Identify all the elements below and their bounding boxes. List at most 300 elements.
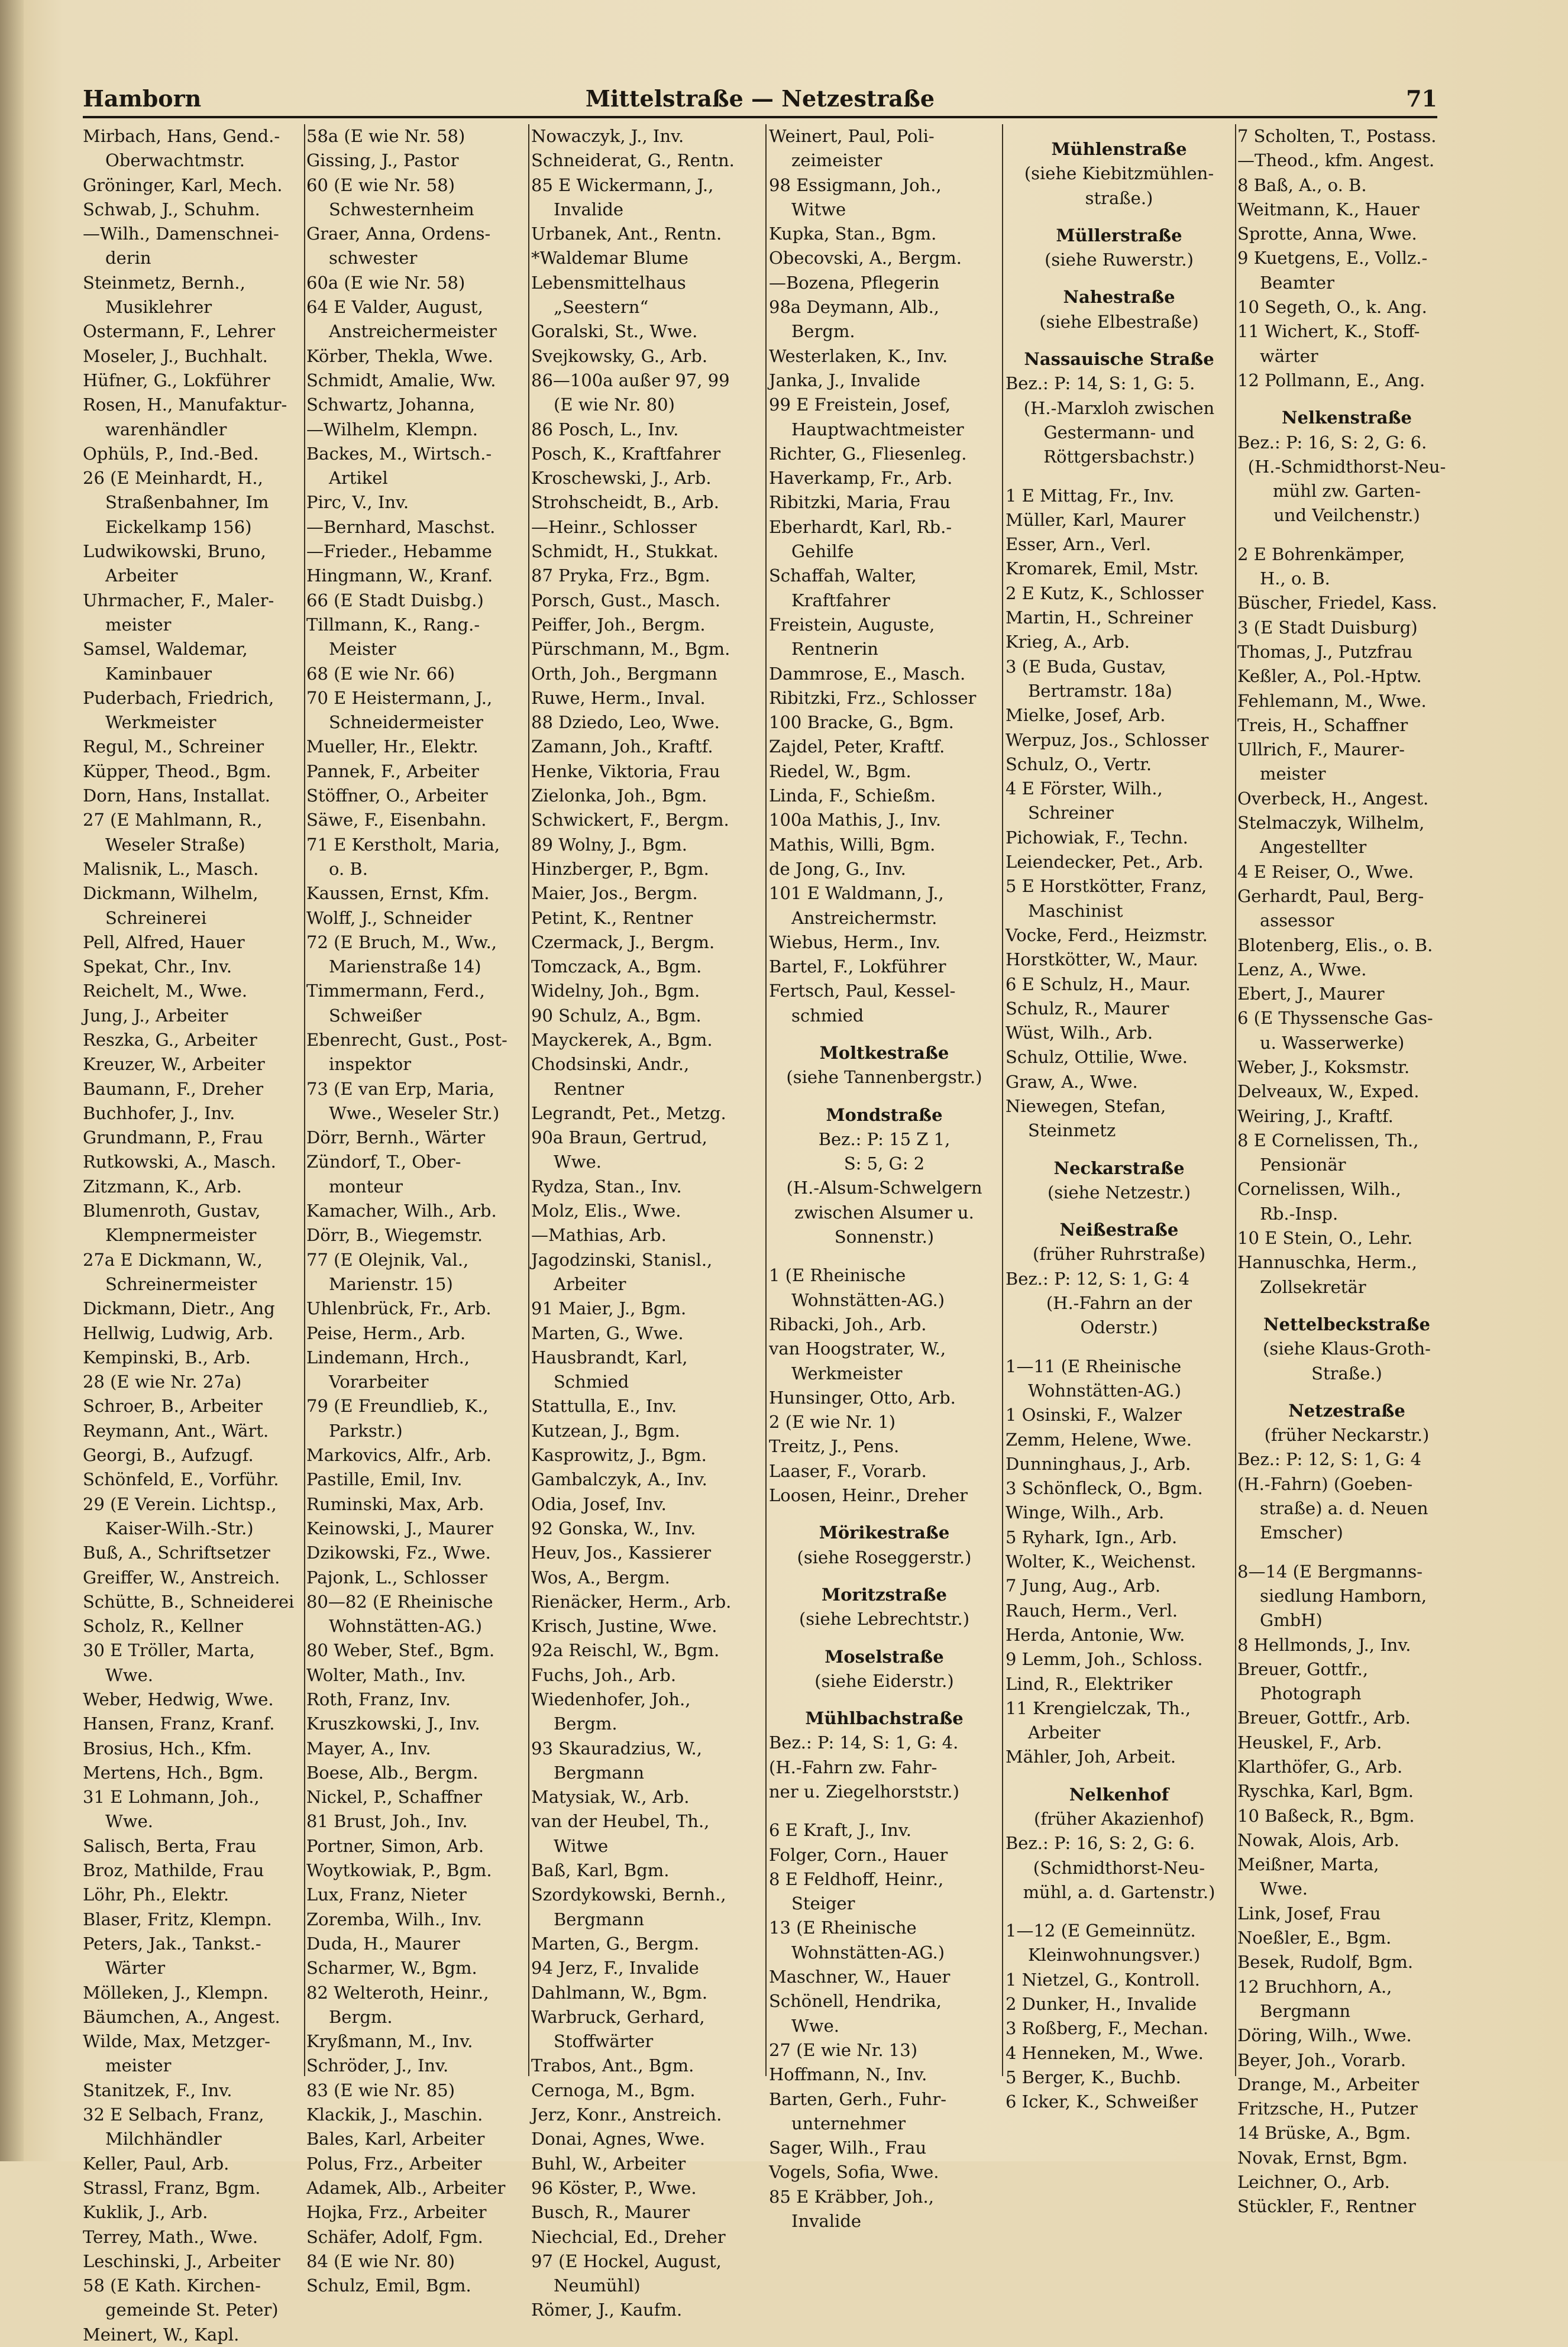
header-street-range: Mittelstraße — Netzestraße: [585, 85, 935, 112]
resident-entry: 32 E Selbach, Franz,: [83, 2104, 264, 2125]
resident-entry: Tillmann, K., Rang.-: [306, 614, 480, 635]
resident-entry: Witwe: [791, 199, 846, 219]
street-note: (H.-Schmidthorst-Neu-: [1247, 456, 1446, 477]
street-note: (früher Akazienhof): [1034, 1809, 1204, 1829]
resident-entry: Steinmetz: [1028, 1120, 1116, 1141]
street-heading: Nassauische Straße: [1024, 349, 1214, 370]
resident-entry: Graer, Anna, Ordens-: [306, 224, 491, 244]
resident-entry: Bergmann: [554, 1762, 645, 1783]
street-heading: Nettelbeckstraße: [1263, 1314, 1430, 1334]
page-number: 71: [1406, 85, 1437, 112]
resident-entry: Vocke, Ferd., Heizmstr.: [1006, 924, 1208, 945]
resident-entry: monteur: [329, 1176, 403, 1197]
resident-entry: Haverkamp, Fr., Arb.: [769, 468, 953, 489]
column-divider: [1002, 124, 1003, 2076]
resident-entry: Zamann, Joh., Kraftf.: [531, 736, 713, 757]
resident-entry: assessor: [1260, 910, 1334, 931]
resident-entry: Maschner, W., Hauer: [769, 1967, 951, 1987]
resident-entry: Kasprowitz, J., Bgm.: [531, 1445, 707, 1466]
resident-entry: inspektor: [329, 1054, 412, 1075]
resident-entry: Nowak, Alois, Arb.: [1237, 1829, 1399, 1850]
resident-entry: Pirc, V., Inv.: [306, 492, 409, 513]
resident-entry: Wwe., Weseler Str.): [329, 1103, 500, 1123]
resident-entry: Boese, Alb., Bergm.: [306, 1762, 479, 1783]
resident-entry: 10 E Stein, O., Lehr.: [1237, 1228, 1413, 1249]
resident-entry: Stöffner, O., Arbeiter: [306, 785, 488, 806]
resident-entry: Hansen, Franz, Kranf.: [83, 1714, 275, 1734]
resident-entry: Zielonka, Joh., Bgm.: [531, 785, 707, 806]
resident-entry: 4 Henneken, M., Wwe.: [1006, 2042, 1204, 2063]
resident-entry: Niechcial, Ed., Dreher: [531, 2226, 726, 2247]
resident-entry: Jerz, Konr., Anstreich.: [531, 2104, 722, 2125]
resident-entry: 8 E Feldhoff, Heinr.,: [769, 1868, 944, 1889]
resident-entry: 2 E Kutz, K., Schlosser: [1006, 583, 1204, 603]
resident-entry: Schneidermeister: [329, 712, 483, 733]
resident-entry: Buhl, W., Arbeiter: [531, 2153, 686, 2174]
resident-entry: Hausbrandt, Karl,: [531, 1347, 688, 1368]
resident-entry: Linda, F., Schießm.: [769, 785, 936, 806]
resident-entry: Marienstr. 15): [329, 1273, 453, 1294]
resident-entry: Polus, Frz., Arbeiter: [306, 2153, 482, 2174]
street-heading: Mondstraße: [826, 1104, 943, 1125]
resident-entry: Marienstraße 14): [329, 956, 481, 977]
resident-entry: Rosen, H., Manufaktur-: [83, 395, 287, 415]
resident-entry: Henke, Viktoria, Frau: [531, 761, 720, 781]
resident-entry: Dunninghaus, J., Arb.: [1006, 1453, 1191, 1474]
resident-entry: Jagodzinski, Stanisl.,: [531, 1249, 713, 1270]
resident-entry: Kryßmann, M., Inv.: [306, 2031, 473, 2052]
column-5: [1006, 124, 1233, 2112]
resident-entry: Salisch, Berta, Frau: [83, 1835, 257, 1856]
resident-entry: Rb.-Insp.: [1260, 1203, 1339, 1224]
resident-entry: Hingmann, W., Kranf.: [306, 565, 493, 586]
resident-entry: 94 Jerz, F., Invalide: [531, 1958, 699, 1979]
resident-entry: Riedel, W., Bgm.: [769, 761, 911, 781]
resident-entry: Weseler Straße): [105, 834, 245, 855]
street-note: mühl zw. Garten-: [1272, 481, 1421, 502]
resident-entry: Wohnstätten-AG.): [329, 1616, 483, 1637]
resident-entry: Eberhardt, Karl, Rb.-: [769, 516, 952, 537]
resident-entry: Beamter: [1260, 272, 1334, 293]
resident-entry: van der Heubel, Th.,: [531, 1811, 710, 1832]
resident-entry: Gissing, J., Pastor: [306, 150, 459, 171]
resident-entry: Neumühl): [554, 2275, 641, 2296]
resident-entry: 100a Mathis, J., Inv.: [769, 810, 942, 830]
resident-entry: Cernoga, M., Bgm.: [531, 2080, 696, 2100]
resident-entry: Uhrmacher, F., Maler-: [83, 590, 274, 610]
resident-entry: Wolff, J., Schneider: [306, 907, 472, 928]
resident-entry: Rentner: [554, 1078, 625, 1099]
resident-entry: Artikel: [329, 468, 388, 489]
resident-entry: Hauptwachtmeister: [791, 419, 964, 439]
resident-entry: Körber, Thekla, Wwe.: [306, 345, 493, 366]
resident-entry: Marten, G., Bergm.: [531, 1933, 700, 1954]
resident-entry: Kaiser-Wilh.-Str.): [105, 1518, 254, 1538]
resident-entry: Urbanek, Ant., Rentn.: [531, 224, 722, 244]
resident-entry: Gambalczyk, A., Inv.: [531, 1469, 707, 1490]
resident-entry: 3 Schönfleck, O., Bgm.: [1006, 1478, 1203, 1499]
resident-entry: Spekat, Chr., Inv.: [83, 956, 232, 977]
resident-entry: Widelny, Joh., Bgm.: [531, 981, 700, 1001]
resident-entry: Schwickert, F., Bergm.: [531, 810, 729, 830]
resident-entry: Szordykowski, Bernh.,: [531, 1884, 726, 1905]
column-2: [306, 124, 530, 2296]
resident-entry: 77 (E Olejnik, Val.,: [306, 1249, 469, 1270]
resident-entry: Roth, Franz, Inv.: [306, 1689, 451, 1709]
resident-entry: Blotenberg, Elis., o. B.: [1237, 935, 1433, 955]
resident-entry: Meister: [329, 639, 396, 660]
resident-entry: Ullrich, F., Maurer-: [1237, 739, 1405, 760]
resident-entry: Portner, Simon, Arb.: [306, 1835, 484, 1856]
resident-entry: 98a Deymann, Alb.,: [769, 297, 940, 318]
resident-entry: Duda, H., Maurer: [306, 1933, 460, 1954]
column-divider: [1235, 124, 1236, 2076]
street-heading: Netzestraße: [1288, 1400, 1405, 1421]
resident-entry: Brosius, Hch., Kfm.: [83, 1738, 252, 1758]
resident-entry: 29 (E Verein. Lichtsp.,: [83, 1493, 277, 1514]
resident-entry: Schwab, J., Schuhm.: [83, 199, 260, 219]
resident-entry: Schulz, Emil, Bgm.: [306, 2275, 471, 2296]
resident-entry: 6 (E Thyssensche Gas-: [1237, 1008, 1433, 1029]
resident-entry: Tomczack, A., Bgm.: [531, 956, 702, 977]
resident-entry: Georgi, B., Aufzugf.: [83, 1445, 254, 1466]
resident-entry: Heuv, Jos., Kassierer: [531, 1543, 712, 1563]
resident-entry: meister: [105, 2055, 172, 2076]
resident-entry: Weitmann, K., Hauer: [1237, 199, 1420, 219]
resident-entry: Kupka, Stan., Bgm.: [769, 224, 937, 244]
resident-entry: 1 Osinski, F., Walzer: [1006, 1405, 1182, 1425]
resident-entry: Pannek, F., Arbeiter: [306, 761, 479, 781]
resident-entry: 66 (E Stadt Duisbg.): [306, 590, 484, 610]
spacer: [1237, 528, 1456, 542]
resident-entry: Säwe, F., Eisenbahn.: [306, 810, 487, 830]
resident-entry: Kuklik, J., Arb.: [83, 2202, 208, 2223]
column-divider: [304, 124, 305, 2076]
resident-entry: Bergm.: [329, 2006, 393, 2027]
street-note: (siehe Elbestraße): [1039, 311, 1199, 332]
resident-entry: Kamacher, Wilh., Arb.: [306, 1201, 497, 1221]
resident-entry: Schulz, Ottilie, Wwe.: [1006, 1047, 1188, 1068]
street-note: (siehe Eiderstr.): [814, 1670, 954, 1691]
resident-entry: Wwe.: [105, 1811, 154, 1832]
resident-entry: Wwe.: [1260, 1879, 1308, 1899]
resident-entry: Wwe.: [105, 1664, 154, 1685]
resident-entry: Drange, M., Arbeiter: [1237, 2074, 1420, 2094]
resident-entry: Janka, J., Invalide: [769, 370, 921, 390]
resident-entry: Angestellter: [1260, 837, 1367, 858]
street-note: (Schmidthorst-Neu-: [1033, 1857, 1205, 1878]
resident-entry: Bergm.: [554, 1714, 617, 1734]
resident-entry: Dickmann, Wilhelm,: [83, 883, 258, 904]
resident-entry: Greiffer, W., Anstreich.: [83, 1567, 280, 1588]
resident-entry: Chodsinski, Andr.,: [531, 1054, 690, 1075]
resident-entry: Reichelt, M., Wwe.: [83, 981, 248, 1001]
resident-entry: Bergmann: [1260, 2000, 1351, 2021]
resident-entry: Klackik, J., Maschin.: [306, 2104, 483, 2125]
resident-entry: 3 Roßberg, F., Mechan.: [1006, 2018, 1209, 2039]
resident-entry: Goralski, St., Wwe.: [531, 321, 698, 342]
resident-entry: Bertramstr. 18a): [1028, 680, 1172, 701]
resident-entry: Terrey, Math., Wwe.: [83, 2226, 258, 2247]
resident-entry: 58 (E Kath. Kirchen-: [83, 2275, 261, 2296]
resident-entry: unternehmer: [791, 2113, 906, 2133]
resident-entry: Invalide: [791, 2211, 862, 2232]
resident-entry: Dorn, Hans, Installat.: [83, 785, 270, 806]
resident-entry: 81 Brust, Joh., Inv.: [306, 1811, 468, 1832]
resident-entry: Cornelissen, Wilh.,: [1237, 1179, 1401, 1200]
resident-entry: Invalide: [554, 199, 624, 219]
resident-entry: Nowaczyk, J., Inv.: [531, 126, 684, 146]
column-3: [531, 124, 762, 2320]
resident-entry: Schönell, Hendrika,: [769, 1991, 942, 2012]
district-code: Bez.: P: 15 Z 1,: [818, 1129, 951, 1149]
resident-entry: Vogels, Sofia, Wwe.: [769, 2162, 939, 2183]
resident-entry: Sager, Wilh., Frau: [769, 2138, 927, 2158]
resident-entry: de Jong, G., Inv.: [769, 858, 906, 879]
resident-entry: Matysiak, W., Arb.: [531, 1787, 690, 1808]
resident-entry: 8 Baß, A., o. B.: [1237, 174, 1367, 195]
resident-entry: Hunsinger, Otto, Arb.: [769, 1387, 956, 1408]
resident-entry: 2 Dunker, H., Invalide: [1006, 1994, 1197, 2015]
street-heading: Neckarstraße: [1053, 1158, 1185, 1178]
street-note: (siehe Klaus-Groth-: [1263, 1339, 1431, 1359]
resident-entry: Schreiner: [1028, 803, 1114, 823]
resident-entry: Römer, J., Kaufm.: [531, 2300, 683, 2320]
resident-entry: Mayckerek, A., Bgm.: [531, 1029, 713, 1050]
resident-entry: meister: [105, 614, 172, 635]
resident-entry: 10 Baßeck, R., Bgm.: [1237, 1805, 1415, 1826]
resident-entry: Noeßler, E., Bgm.: [1237, 1928, 1392, 1948]
resident-entry: Straßenbahner, Im: [105, 492, 269, 513]
resident-entry: 70 E Heistermann, J.,: [306, 687, 493, 708]
resident-entry: Steiger: [791, 1893, 855, 1914]
resident-entry: Anstreichermstr.: [791, 907, 937, 928]
resident-entry: Ribacki, Joh., Arb.: [769, 1314, 927, 1334]
resident-entry: 1 E Mittag, Fr., Inv.: [1006, 485, 1175, 506]
resident-entry: Ruwe, Herm., Inval.: [531, 687, 706, 708]
resident-entry: Löhr, Ph., Elektr.: [83, 1884, 229, 1905]
street-heading: Mörikestraße: [819, 1522, 950, 1543]
spacer: [1006, 1340, 1233, 1354]
resident-entry: Maier, Jos., Bergm.: [531, 883, 698, 904]
resident-entry: 72 (E Bruch, M., Ww.,: [306, 932, 497, 952]
resident-entry: Mirbach, Hans, Gend.-: [83, 126, 280, 146]
resident-entry: 8 E Cornelissen, Th.,: [1237, 1130, 1419, 1150]
resident-entry: meister: [1260, 764, 1326, 784]
resident-entry: Horstkötter, W., Maur.: [1006, 949, 1198, 970]
resident-entry: Wiebus, Herm., Inv.: [769, 932, 941, 952]
resident-entry: Fritzsche, H., Putzer: [1237, 2099, 1418, 2119]
resident-entry: Graw, A., Wwe.: [1006, 1071, 1138, 1092]
resident-entry: H., o. B.: [1260, 568, 1330, 589]
street-heading: Mühlenstraße: [1051, 139, 1187, 159]
resident-entry: 12 Pollmann, E., Ang.: [1237, 370, 1425, 390]
resident-entry: —Heinr., Schlosser: [531, 516, 697, 537]
resident-entry: 96 Köster, P., Wwe.: [531, 2177, 697, 2198]
resident-entry: Treis, H., Schaffner: [1237, 715, 1408, 735]
resident-entry: 73 (E van Erp, Maria,: [306, 1078, 495, 1099]
resident-entry: Bales, Karl, Arbeiter: [306, 2129, 485, 2149]
resident-entry: —Bozena, Pflegerin: [769, 272, 940, 293]
resident-entry: Scharmer, W., Bgm.: [306, 1958, 477, 1979]
resident-entry: Gerhardt, Paul, Berg-: [1237, 885, 1424, 906]
resident-entry: Pensionär: [1260, 1155, 1346, 1175]
resident-entry: 92a Reischl, W., Bgm.: [531, 1640, 720, 1661]
spacer: [1006, 1905, 1233, 1919]
resident-entry: Timmermann, Ferd.,: [306, 981, 485, 1001]
resident-entry: 89 Wolny, J., Bgm.: [531, 834, 687, 855]
resident-entry: Samsel, Waldemar,: [83, 639, 248, 660]
street-note: straße.): [1085, 187, 1153, 208]
street-note: (siehe Lebrechtstr.): [798, 1609, 970, 1630]
street-note: Röttgersbachstr.): [1043, 447, 1195, 467]
resident-entry: Schönfeld, E., Vorführ.: [83, 1469, 279, 1490]
resident-entry: Keinowski, J., Maurer: [306, 1518, 494, 1538]
resident-entry: Ruminski, Max, Arb.: [306, 1493, 484, 1514]
street-heading: Moselstraße: [825, 1646, 944, 1667]
resident-entry: Delveaux, W., Exped.: [1237, 1081, 1420, 1102]
resident-entry: Milchhändler: [105, 2129, 222, 2149]
resident-entry: Schreinermeister: [105, 1273, 257, 1294]
resident-entry: Lindemann, Hrch.,: [306, 1347, 470, 1368]
resident-entry: Klarthöfer, G., Arb.: [1237, 1757, 1403, 1777]
resident-entry: Warbruck, Gerhard,: [531, 2006, 705, 2027]
resident-entry: Mueller, Hr., Elektr.: [306, 736, 479, 757]
street-note: (siehe Kiebitzmühlen-: [1024, 163, 1214, 184]
resident-entry: 100 Bracke, G., Bgm.: [769, 712, 954, 733]
resident-entry: Kruszkowski, J., Inv.: [306, 1714, 480, 1734]
resident-entry: 80 Weber, Stef., Bgm.: [306, 1640, 495, 1661]
resident-entry: Kutzean, J., Bgm.: [531, 1420, 680, 1441]
resident-entry: Kleinwohnungsver.): [1028, 1945, 1201, 1965]
resident-entry: Uhlenbrück, Fr., Arb.: [306, 1298, 492, 1319]
resident-entry: Werkmeister: [105, 712, 216, 733]
resident-entry: Woytkowiak, P., Bgm.: [306, 1860, 492, 1881]
street-note: Gestermann- und: [1043, 422, 1195, 442]
resident-entry: Hinzberger, P., Bgm.: [531, 858, 709, 879]
resident-entry: 60 (E wie Nr. 58): [306, 174, 455, 195]
resident-entry: Adamek, Alb., Arbeiter: [306, 2177, 506, 2198]
resident-entry: Scholz, R., Kellner: [83, 1616, 244, 1637]
resident-entry: Link, Josef, Frau: [1237, 1903, 1381, 1923]
resident-entry: 6 E Schulz, H., Maur.: [1006, 974, 1191, 994]
resident-entry: 8 Hellmonds, J., Inv.: [1237, 1634, 1411, 1655]
resident-entry: Niewegen, Stefan,: [1006, 1095, 1166, 1116]
resident-entry: Ludwikowski, Bruno,: [83, 541, 266, 562]
street-heading: Nahestraße: [1063, 287, 1175, 308]
resident-entry: (H.-Fahrn) (Goeben-: [1237, 1473, 1413, 1494]
resident-entry: Kraftfahrer: [791, 590, 890, 610]
district-code: S: 5, G: 2: [843, 1153, 925, 1174]
column-divider: [528, 124, 529, 2076]
resident-entry: Mayer, A., Inv.: [306, 1738, 431, 1758]
resident-entry: Reymann, Ant., Wärt.: [83, 1420, 269, 1441]
resident-entry: Treitz, J., Pens.: [769, 1436, 900, 1457]
resident-entry: Laaser, F., Vorarb.: [769, 1460, 927, 1481]
resident-entry: 5 Berger, K., Buchb.: [1006, 2067, 1181, 2087]
resident-entry: 64 E Valder, August,: [306, 297, 483, 318]
resident-entry: 27a E Dickmann, W.,: [83, 1249, 263, 1270]
resident-entry: Schäfer, Adolf, Fgm.: [306, 2226, 483, 2247]
resident-entry: Gehilfe: [791, 541, 854, 562]
resident-entry: 26 (E Meinhardt, H.,: [83, 468, 263, 489]
resident-entry: Werkmeister: [791, 1363, 903, 1383]
resident-entry: wärter: [1260, 345, 1318, 366]
resident-entry: 92 Gonska, W., Inv.: [531, 1518, 696, 1538]
resident-entry: 58a (E wie Nr. 58): [306, 126, 465, 146]
resident-entry: Westerlaken, K., Inv.: [769, 345, 948, 366]
street-note: mühl, a. d. Gartenstr.): [1023, 1882, 1215, 1902]
resident-entry: Winge, Wilh., Arb.: [1006, 1502, 1165, 1523]
resident-entry: Musiklehrer: [105, 297, 212, 318]
resident-entry: Hojka, Frz., Arbeiter: [306, 2202, 487, 2223]
resident-entry: 14 Brüske, A., Bgm.: [1237, 2123, 1411, 2144]
resident-entry: Hellwig, Ludwig, Arb.: [83, 1323, 274, 1343]
street-heading: Nelkenstraße: [1282, 408, 1412, 428]
resident-entry: Blaser, Fritz, Klempn.: [83, 1909, 272, 1929]
resident-entry: Fehlemann, M., Wwe.: [1237, 690, 1427, 711]
resident-entry: Wohnstätten-AG.): [1028, 1380, 1182, 1401]
resident-entry: Bez.: P: 12, S: 1, G: 4: [1006, 1268, 1190, 1289]
resident-entry: Malisnik, L., Masch.: [83, 858, 259, 879]
resident-entry: Stückler, F., Rentner: [1237, 2196, 1416, 2217]
resident-entry: Ebert, J., Maurer: [1237, 984, 1385, 1004]
resident-entry: Schaffah, Walter,: [769, 565, 917, 586]
resident-entry: gemeinde St. Peter): [105, 2300, 279, 2320]
street-note: (H.-Alsum-Schwelgern: [786, 1178, 982, 1198]
resident-entry: warenhändler: [105, 419, 227, 439]
resident-entry: Stanitzek, F., Inv.: [83, 2080, 232, 2100]
resident-entry: Bez.: P: 14, S: 1, G: 5.: [1006, 373, 1195, 394]
resident-entry: Dahlmann, W., Bgm.: [531, 1982, 708, 2003]
resident-entry: Küpper, Theod., Bgm.: [83, 761, 271, 781]
resident-entry: Pajonk, L., Schlosser: [306, 1567, 487, 1588]
resident-entry: Rauch, Herm., Verl.: [1006, 1600, 1178, 1621]
resident-entry: Pichowiak, F., Techn.: [1006, 827, 1188, 848]
resident-entry: Puderbach, Friedrich,: [83, 687, 274, 708]
resident-entry: Regul, M., Schreiner: [83, 736, 264, 757]
resident-entry: 30 E Tröller, Marta,: [83, 1640, 256, 1661]
resident-entry: Schneiderat, G., Rentn.: [531, 150, 735, 171]
resident-entry: Schütte, B., Schneiderei: [83, 1591, 295, 1612]
resident-entry: 27 (E wie Nr. 13): [769, 2039, 918, 2060]
resident-entry: 11 Krengielczak, Th.,: [1006, 1698, 1191, 1718]
resident-entry: Bez.: P: 16, S: 2, G: 6.: [1006, 1833, 1195, 1854]
resident-entry: schwester: [329, 248, 418, 269]
resident-entry: Folger, Corn., Hauer: [769, 1844, 948, 1865]
resident-entry: Emscher): [1260, 1522, 1343, 1543]
resident-entry: 11 Wichert, K., Stoff-: [1237, 321, 1420, 342]
resident-entry: 1 Nietzel, G., Kontroll.: [1006, 1969, 1200, 1990]
resident-entry: Bergm.: [791, 321, 855, 342]
resident-entry: 97 (E Hockel, August,: [531, 2251, 722, 2271]
resident-entry: Ophüls, P., Ind.-Bed.: [83, 443, 259, 464]
resident-entry: Klempnermeister: [105, 1225, 257, 1246]
resident-entry: Mielke, Josef, Arb.: [1006, 705, 1166, 726]
resident-entry: Beyer, Joh., Vorarb.: [1237, 2049, 1407, 2070]
resident-entry: Loosen, Heinr., Dreher: [769, 1485, 968, 1506]
resident-entry: Wiedenhofer, Joh.,: [531, 1689, 691, 1709]
resident-entry: Dammrose, E., Masch.: [769, 663, 966, 684]
resident-entry: Mathis, Willi, Bgm.: [769, 834, 936, 855]
resident-entry: *Waldemar Blume: [531, 248, 688, 269]
spacer: [769, 1804, 1000, 1818]
resident-entry: 6 Icker, K., Schweißer: [1006, 2091, 1198, 2112]
resident-entry: Herda, Antonie, Ww.: [1006, 1624, 1185, 1645]
resident-entry: u. Wasserwerke): [1260, 1032, 1405, 1053]
resident-entry: 85 E Wickermann, J.,: [531, 174, 714, 195]
resident-entry: 79 (E Freundlieb, K.,: [306, 1396, 489, 1417]
